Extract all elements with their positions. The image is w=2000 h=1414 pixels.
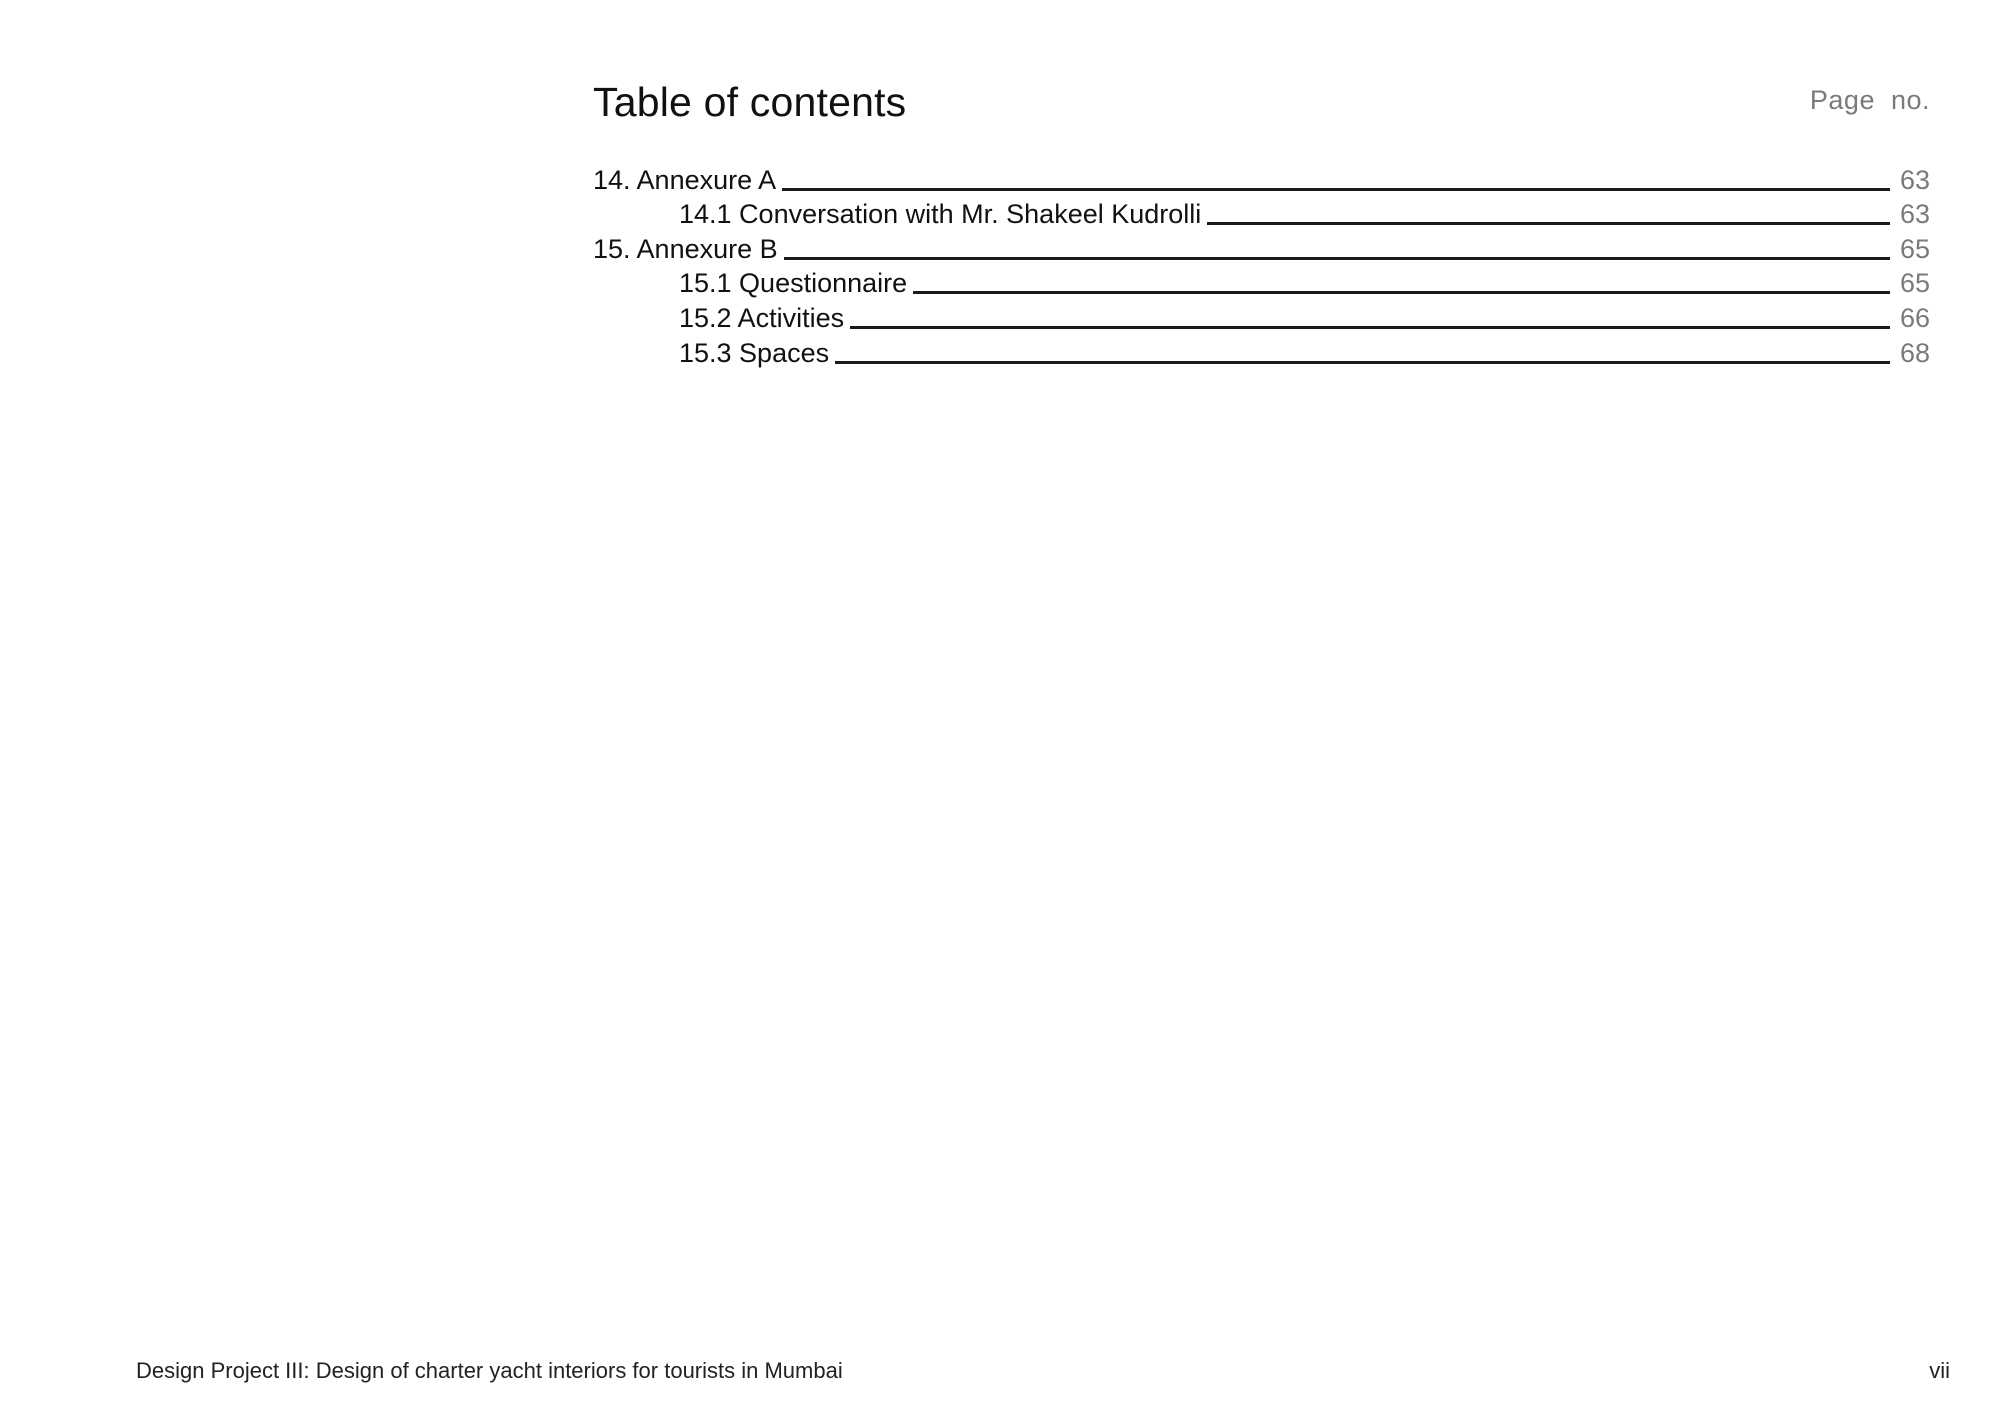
page-number-column-label: Page no.	[1809, 85, 1930, 115]
leader-line	[782, 188, 1890, 191]
toc-entry-label: 14.1 Conversation with Mr. Shakeel Kudrolli	[679, 199, 1202, 230]
toc-entry-annexure-a[interactable]	[593, 162, 1930, 197]
toc-entry-activities[interactable]	[593, 300, 1930, 335]
toc-entry-questionnaire[interactable]	[593, 266, 1930, 301]
toc-entry-page: 63	[1899, 164, 1930, 195]
table-of-contents	[593, 162, 1930, 370]
toc-entry-label: 14. Annexure A	[593, 164, 777, 195]
footer-page-number: vii	[1929, 1358, 1950, 1383]
toc-entry-page: 65	[1899, 233, 1930, 264]
toc-entry-label: 15.2 Activities	[679, 302, 845, 333]
toc-entry-page: 68	[1899, 337, 1930, 368]
toc-entry-conversation[interactable]	[593, 197, 1930, 232]
leader-line	[1207, 222, 1890, 225]
toc-entry-spaces[interactable]	[593, 335, 1930, 370]
toc-entry-label: 15. Annexure B	[593, 233, 778, 264]
page-title: Table of contents	[593, 79, 907, 125]
toc-entry-label: 15.1 Questionnaire	[679, 268, 908, 299]
toc-entry-page: 66	[1899, 302, 1930, 333]
toc-entry-label: 15.3 Spaces	[679, 337, 830, 368]
leader-line	[784, 257, 1890, 260]
toc-entry-page: 63	[1899, 199, 1930, 230]
toc-entry-annexure-b[interactable]	[593, 231, 1930, 266]
toc-entry-page: 65	[1899, 268, 1930, 299]
footer-document-title: Design Project III: Design of charter yacht interiors for tourists in Mumbai	[136, 1358, 843, 1383]
leader-line	[913, 291, 1890, 294]
leader-line	[850, 326, 1890, 329]
leader-line	[835, 361, 1890, 364]
